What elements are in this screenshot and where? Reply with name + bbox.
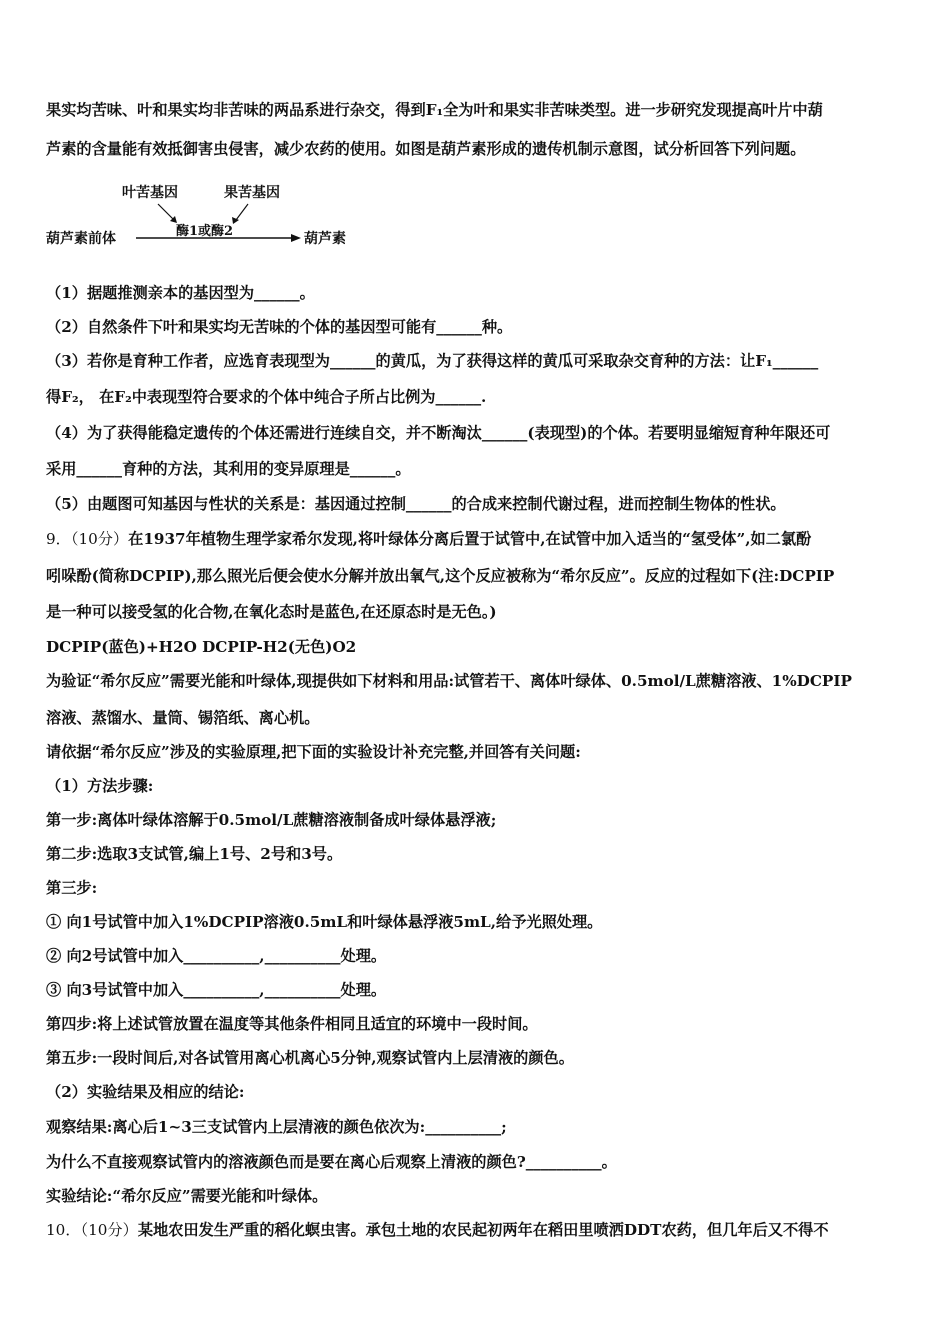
q10-number: 10．（10分）: [46, 1221, 138, 1239]
cucurbitacin-diagram: [46, 178, 366, 252]
pathway-arrow-head: [291, 234, 301, 242]
q9-step-3-tube-2: ② 向2号试管中加入__________,__________处理。: [46, 947, 387, 965]
q8-part4-line2: 采用______育种的方法，其利用的变异原理是______。: [46, 460, 411, 478]
precursor-label: 葫芦素前体: [46, 231, 116, 247]
q9-results-heading: （2）实验结果及相应的结论:: [46, 1083, 245, 1101]
q8-part3-line2: 得F₂， 在F₂中表现型符合要求的个体中纯合子所占比例为______.: [46, 388, 487, 406]
q9-observation: 观察结果:离心后1~3三支试管内上层清液的颜色依次为:__________;: [46, 1118, 507, 1136]
product-label: 葫芦素: [304, 231, 346, 247]
q9-step-1: 第一步:离体叶绿体溶解于0.5mol/L蔗糖溶液制备成叶绿体悬浮液;: [46, 811, 497, 829]
q9-text: 在1937年植物生理学家希尔发现,将叶绿体分离后置于试管中,在试管中加入适当的“氢受体”,如二氯酚: [128, 530, 812, 548]
q9-line-6: 溶液、蒸馏水、量筒、锡箔纸、离心机。: [46, 709, 320, 727]
q8-part1: （1）据题推测亲本的基因型为______。: [46, 284, 315, 302]
fruit-gene-arrow: [236, 204, 248, 220]
leaf-bitter-gene-label: 叶苦基因: [122, 185, 178, 201]
q9-line-3: 是一种可以接受氢的化合物,在氧化态时是蓝色,在还原态时是无色。): [46, 603, 497, 621]
q9-step-5: 第五步:一段时间后,对各试管用离心机离心5分钟,观察试管内上层清液的颜色。: [46, 1049, 574, 1067]
q9-line-2: 吲哚酚(简称DCPIP),那么照光后便会使水分解并放出氧气,这个反应被称为“希尔反应”。反应的过程如下(注:DCPIP: [46, 567, 835, 585]
intro-line-2: 芦素的含量能有效抵御害虫侵害，减少农药的使用。如图是葫芦素形成的遗传机制示意图，试分析回答下列问题。: [46, 140, 806, 158]
q9-step-3-tube-1: ① 向1号试管中加入1%DCPIP溶液0.5mL和叶绿体悬浮液5mL,给予光照处理。: [46, 913, 603, 931]
q10-line-1: [46, 1219, 904, 1241]
q9-equation: DCPIP(蓝色)+H2O DCPIP-H2(无色)O2: [46, 638, 357, 656]
q9-method-heading: （1）方法步骤:: [46, 777, 154, 795]
q9-why-question: 为什么不直接观察试管内的溶液颜色而是要在离心后观察上清液的颜色?__________。: [46, 1153, 617, 1171]
q10-text: 某地农田发生严重的稻化螟虫害。承包土地的农民起初两年在稻田里喷洒DDT农药，但几年后又不得不: [137, 1221, 829, 1239]
q9-line-1: [46, 528, 904, 550]
enzyme-label: 酶1或酶2: [176, 224, 234, 239]
intro-line-1: 果实均苦味、叶和果实均非苦味的两品系进行杂交，得到F₁全为叶和果实非苦味类型。进一步研究发现提高叶片中葫: [46, 101, 823, 119]
q9-step-4: 第四步:将上述试管放置在温度等其他条件相同且适宜的环境中一段时间。: [46, 1015, 538, 1033]
q8-part3-line1: （3）若你是育种工作者，应选育表现型为______的黄瓜，为了获得这样的黄瓜可采取杂交育种的方法：让F₁______: [46, 352, 819, 370]
q9-conclusion: 实验结论:“希尔反应”需要光能和叶绿体。: [46, 1187, 328, 1205]
q8-part4-line1: （4）为了获得能稳定遗传的个体还需进行连续自交，并不断淘汰______(表现型)的个体。若要明显缩短育种年限还可: [46, 424, 831, 442]
fruit-bitter-gene-label: 果苦基因: [224, 185, 280, 201]
q9-number: 9．（10分）: [46, 530, 129, 548]
leaf-gene-arrow: [158, 204, 174, 220]
q9-step-3: 第三步:: [46, 879, 98, 897]
q9-line-5: 为验证“希尔反应”需要光能和叶绿体,现提供如下材料和用品:试管若干、离体叶绿体、0.5mol/L蔗糖溶液、1%DCPIP: [46, 672, 852, 690]
q8-part5: （5）由题图可知基因与性状的关系是：基因通过控制______的合成来控制代谢过程，进而控制生物体的性状。: [46, 495, 786, 513]
q9-line-7: 请依据“希尔反应”涉及的实验原理,把下面的实验设计补充完整,并回答有关问题:: [46, 743, 581, 761]
q9-step-3-tube-3: ③ 向3号试管中加入__________,__________处理。: [46, 981, 387, 999]
q9-step-2: 第二步:选取3支试管,编上1号、2号和3号。: [46, 845, 343, 863]
q8-part2: （2）自然条件下叶和果实均无苦味的个体的基因型可能有______种。: [46, 318, 513, 336]
